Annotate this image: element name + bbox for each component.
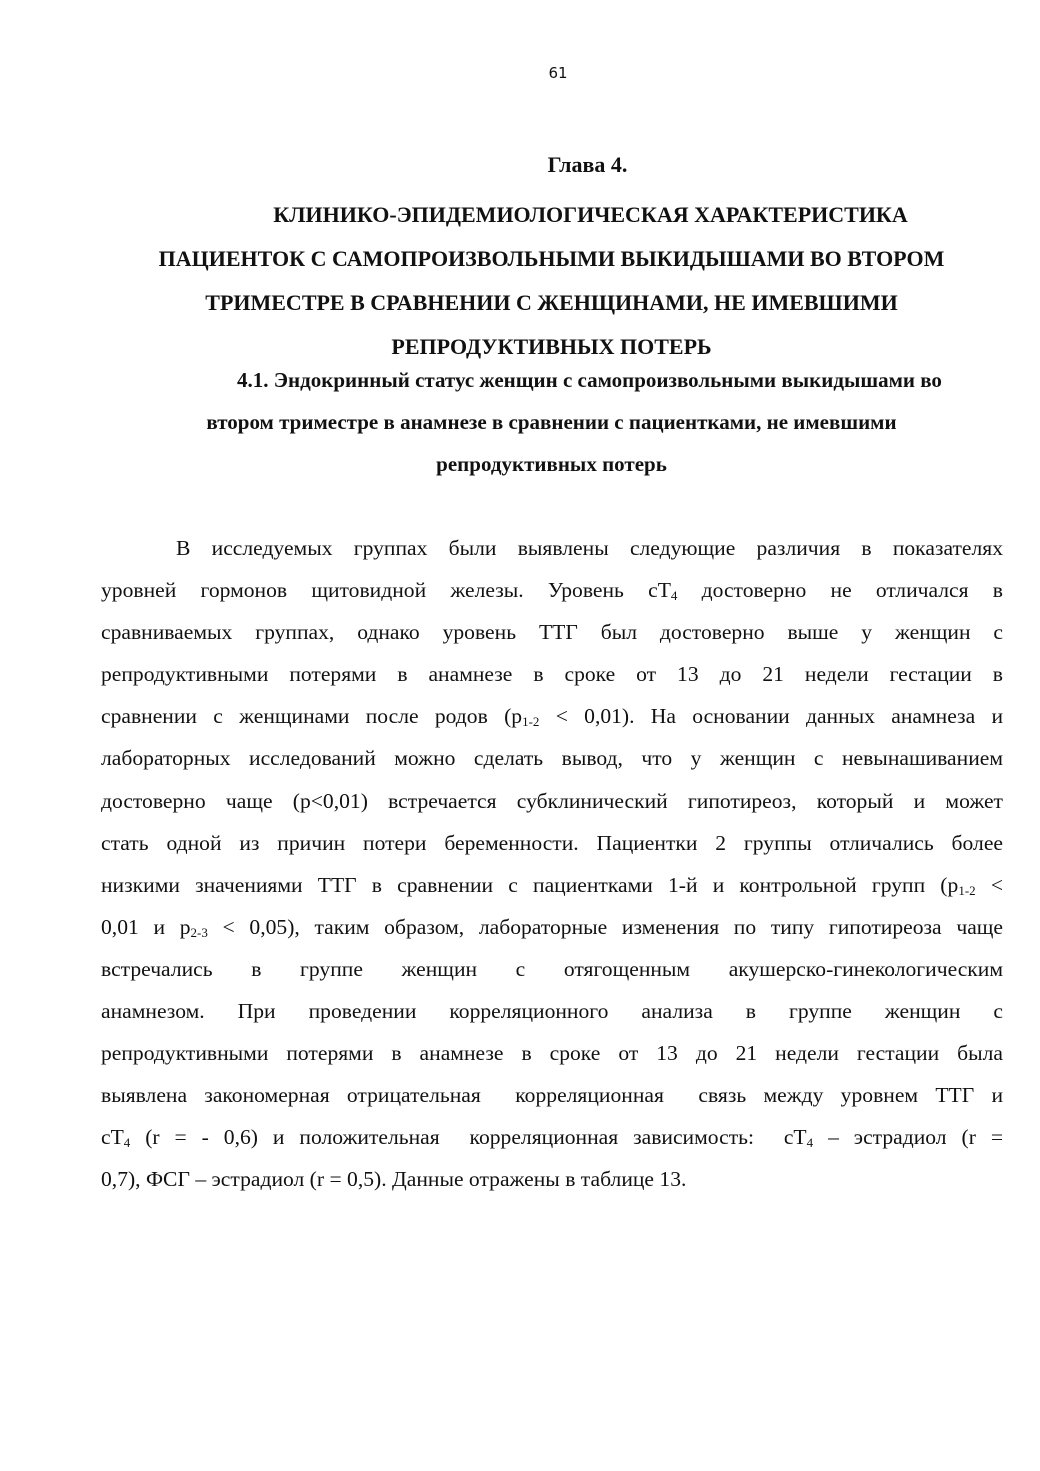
paragraph-line	[101, 906, 1003, 948]
subscript: 4	[670, 588, 678, 604]
chapter-label: Глава 4.	[547, 152, 628, 177]
paragraph-line	[101, 1032, 1003, 1074]
paragraph-line	[101, 737, 1003, 779]
text-segment: 0,7), ФСГ – эстрадиол (r = 0,5). Данные отражены в таблице 13.	[101, 1167, 687, 1192]
text-segment: выявлена закономерная отрицательная корреляционная связь между уровнем ТТГ и	[101, 1083, 1003, 1108]
chapter-title-line: ПАЦИЕНТОК С САМОПРОИЗВОЛЬНЫМИ ВЫКИДЫШАМИ ВО ВТОРОМ	[158, 246, 945, 271]
subscript: 2-3	[190, 924, 208, 940]
paragraph-line	[101, 780, 1003, 822]
paragraph-line	[101, 527, 1003, 569]
text-segment: стать одной из причин потери беременности. Пациентки 2 группы отличались более	[101, 830, 1003, 855]
paragraph-line	[101, 864, 1003, 906]
text-segment: встречались в группе женщин с отягощенным акушерско-гинекологическим	[101, 956, 1003, 981]
paragraph-line	[101, 1074, 1003, 1116]
section-title-line: 4.1. Эндокринный статус женщин с самопроизвольными выкидышами во	[237, 368, 942, 392]
subscript: 4	[123, 1135, 131, 1151]
paragraph-line	[101, 653, 1003, 695]
section-title-line: втором триместре в анамнезе в сравнении с пациентками, не имевшими	[206, 410, 897, 434]
chapter-title-line: ТРИМЕСТРЕ В СРАВНЕНИИ С ЖЕНЩИНАМИ, НЕ ИМЕВШИМИ	[205, 290, 898, 315]
text-segment: анамнезом. При проведении корреляционного анализа в группе женщин с	[101, 999, 1003, 1024]
paragraph-line	[101, 611, 1003, 653]
section-title	[100, 359, 1003, 485]
text-segment: < 0,01). На основании данных анамнеза и	[539, 704, 1003, 729]
chapter-title-line: КЛИНИКО-ЭПИДЕМИОЛОГИЧЕСКАЯ ХАРАКТЕРИСТИКА	[273, 202, 908, 227]
text-segment: < 0,05), таким образом, лабораторные изменения по типу гипотиреоза чаще	[207, 914, 1003, 939]
text-segment: сТ	[101, 1125, 124, 1150]
chapter-title	[100, 193, 1003, 369]
text-segment: репродуктивными потерями в анамнезе в сроке от 13 до 21 недели гестации была	[101, 1041, 1003, 1066]
text-segment: <	[975, 872, 1003, 897]
text-segment: репродуктивными потерями в анамнезе в сроке от 13 до 21 недели гестации в	[101, 662, 1003, 687]
text-segment: – эстрадиол (r =	[813, 1125, 1004, 1150]
page-number: 61	[548, 64, 568, 82]
paragraph-line	[101, 1158, 1003, 1200]
text-segment: сравнении с женщинами после родов (p	[101, 704, 523, 729]
subscript: 1-2	[522, 714, 540, 730]
text-segment: достоверно чаще (p<0,01) встречается субклинический гипотиреоз, который и может	[101, 788, 1003, 813]
paragraph-line	[101, 695, 1003, 737]
paragraph-line	[101, 948, 1003, 990]
text-segment: В исследуемых группах были выявлены следующие различия в показателях	[176, 536, 1003, 560]
paragraph-line	[101, 822, 1003, 864]
text-segment: сравниваемых группах, однако уровень ТТГ был достоверно выше у женщин с	[101, 620, 1003, 645]
text-segment: достоверно не отличался в	[677, 578, 1003, 603]
paragraph-line	[101, 990, 1003, 1032]
paragraph-line	[101, 569, 1003, 611]
text-segment: 0,01 и p	[101, 914, 191, 939]
text-segment: уровней гормонов щитовидной железы. Уровень сТ	[101, 578, 671, 603]
subscript: 4	[806, 1135, 814, 1151]
paragraph-line	[101, 1116, 1003, 1158]
text-segment: низкими значениями ТТГ в сравнении с пациентками 1-й и контрольной групп (p	[101, 872, 959, 897]
text-segment: лабораторных исследований можно сделать вывод, что у женщин с невынашиванием	[101, 746, 1003, 771]
chapter-title-line: РЕПРОДУКТИВНЫХ ПОТЕРЬ	[391, 334, 712, 359]
body-paragraph	[101, 527, 1003, 1201]
text-segment: (r = - 0,6) и положительная корреляционная зависимость: сТ	[130, 1125, 807, 1150]
subscript: 1-2	[958, 882, 976, 898]
section-title-line: репродуктивных потерь	[436, 452, 667, 476]
